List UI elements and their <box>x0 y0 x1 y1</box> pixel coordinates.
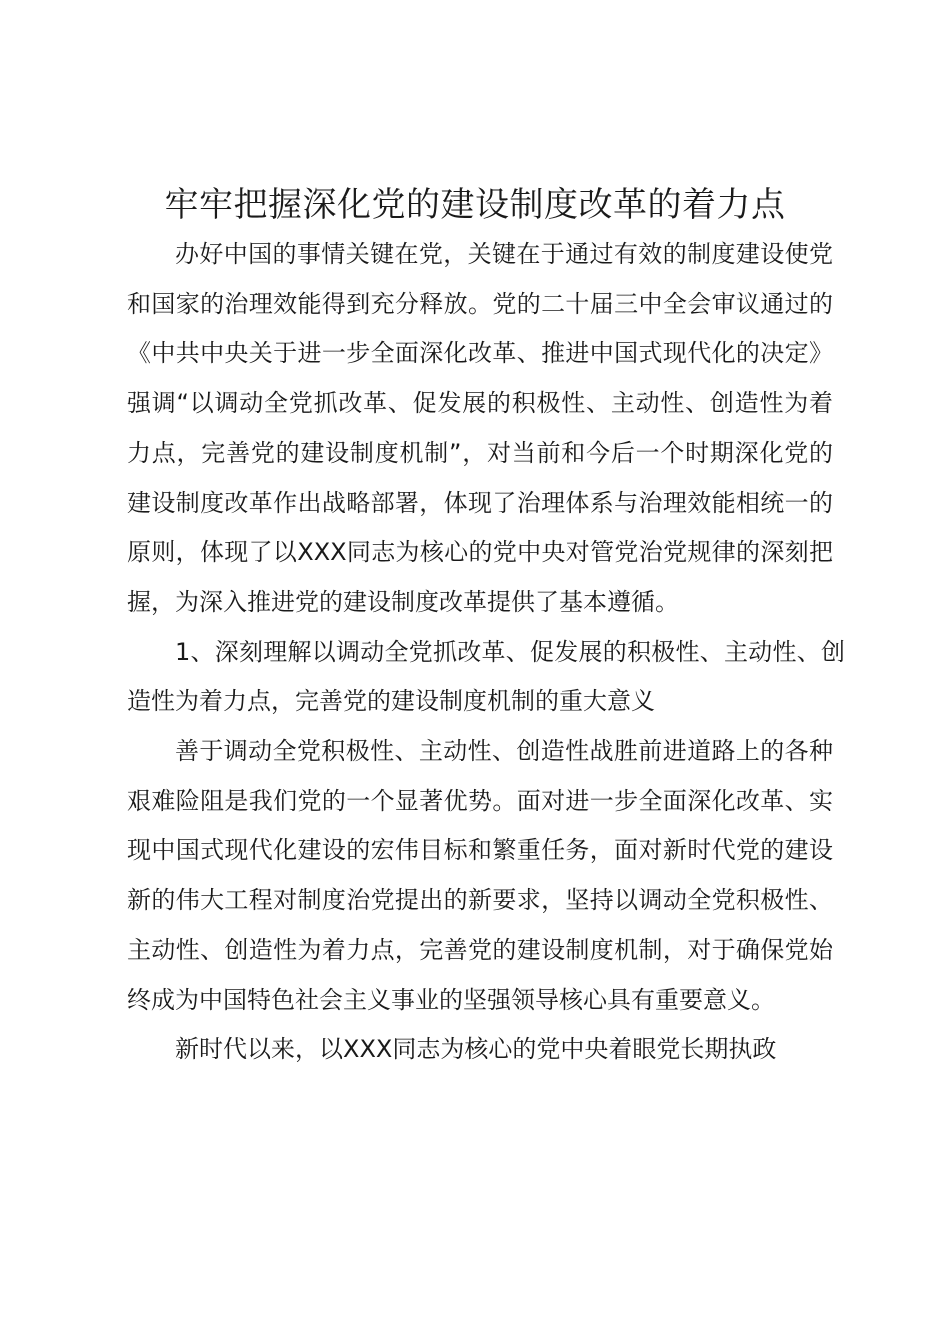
document-title: 牢牢把握深化党的建设制度改革的着力点 <box>164 185 786 225</box>
section-heading: 1、深刻理解以调动全党抓改革、促发展的积极性、主动性、创造性为着力点，完善党的建设制度机制的重大意义 <box>127 637 845 716</box>
document-body <box>127 230 845 1075</box>
paragraph-intro: 办好中国的事情关键在党，关键在于通过有效的制度建设使党和国家的治理效能得到充分释放。党的二十届三中全会审议通过的《中共中央关于进一步全面深化改革、推进中国式现代化的决定》强调“以调动全党抓改革、促发展的积极性、主动性、创造性为着力点，完善党的建设制度机制”，对当前和今后一个时期深化党的建设制度改革作出战略部署，体现了治理体系与治理效能相统一的原则，体现了以XXX同志为核心的党中央对管党治党规律的深刻把握，为深入推进党的建设制度改革提供了基本遵循。 <box>127 240 833 616</box>
paragraph-new-era: 新时代以来，以XXX同志为核心的党中央着眼党长期执政 <box>175 1035 777 1064</box>
paragraph-significance: 善于调动全党积极性、主动性、创造性战胜前进道路上的各种艰难险阻是我们党的一个显著优势。面对进一步全面深化改革、实现中国式现代化建设的宏伟目标和繁重任务，面对新时代党的建设新的伟大工程对制度治党提出的新要求，坚持以调动全党积极性、主动性、创造性为着力点，完善党的建设制度机制，对于确保党始终成为中国特色社会主义事业的坚强领导核心具有重要意义。 <box>127 737 833 1014</box>
